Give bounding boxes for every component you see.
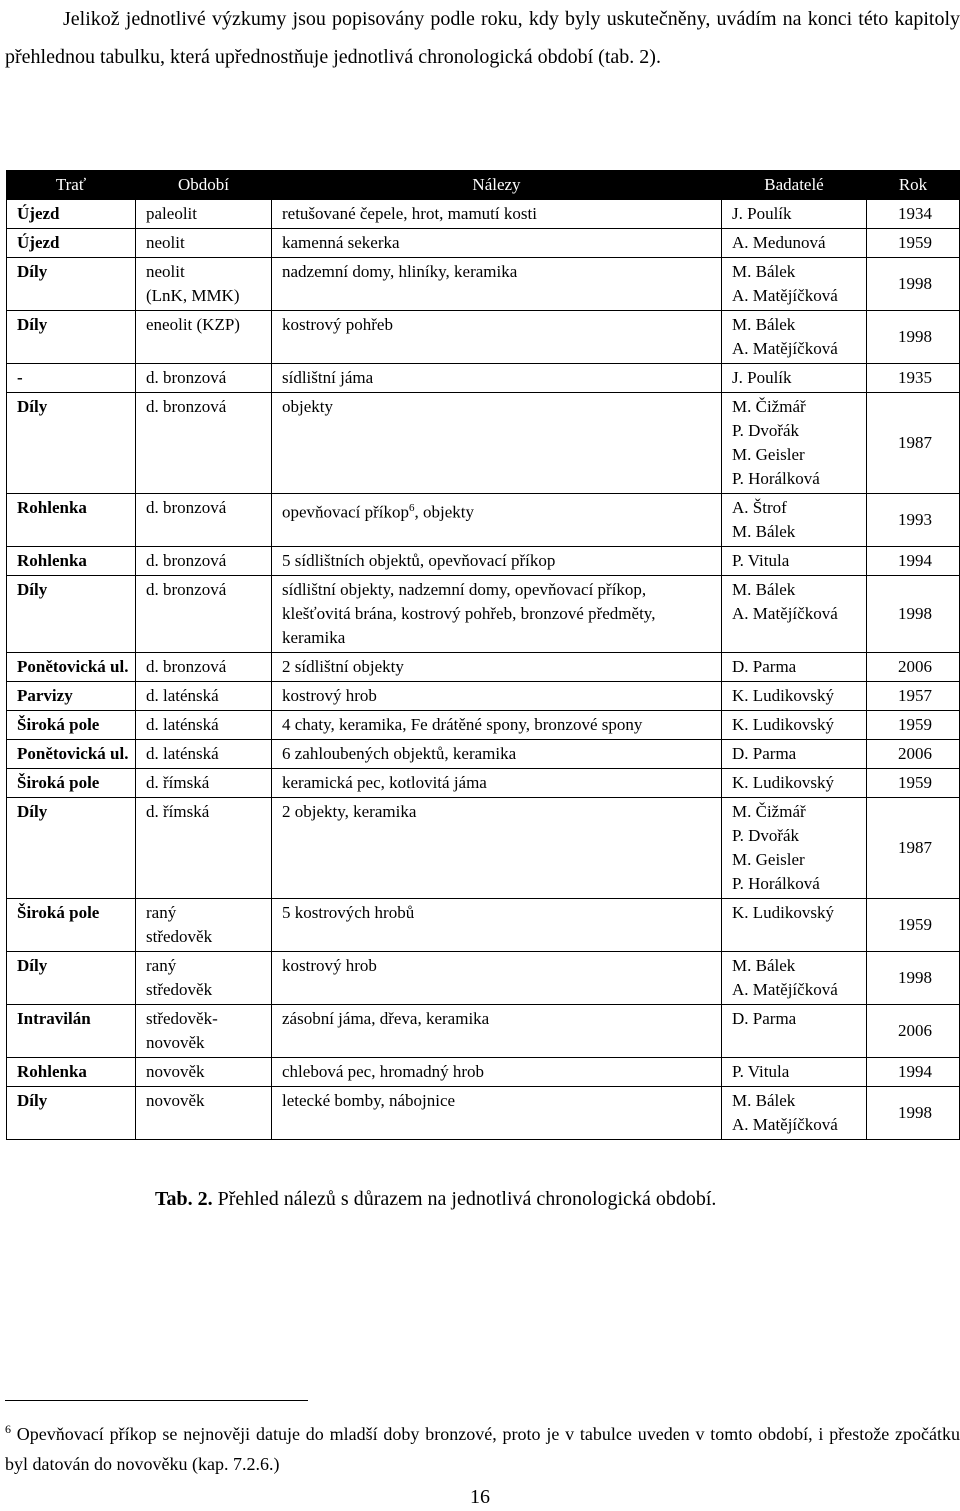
researchers-cell: [722, 494, 867, 547]
finds-cell: kostrový hrob: [272, 682, 722, 711]
site-cell: Díly: [7, 258, 136, 311]
period-cell: [136, 258, 272, 311]
period-line: d. římská: [146, 773, 210, 792]
researcher-name: J. Poulík: [732, 368, 792, 387]
period-cell: [136, 711, 272, 740]
table-row: [7, 393, 960, 494]
footnote-ref: 6: [409, 502, 415, 514]
intro-text: Jelikož jednotlivé výzkumy jsou popisovány podle roku, kdy byly uskutečněny, uvádím na konci této kapitoly přehlednou tabulku, která upřednostňuje jednotlivá chronologická období (tab. 2).: [5, 8, 960, 68]
year-cell: 1959: [867, 711, 960, 740]
intro-paragraph: [5, 0, 960, 76]
researchers-cell: [722, 798, 867, 899]
table-row: [7, 682, 960, 711]
period-cell: [136, 740, 272, 769]
table-row: [7, 547, 960, 576]
researchers-cell: [722, 576, 867, 653]
period-cell: [136, 576, 272, 653]
site-cell: Ponětovická ul.: [7, 653, 136, 682]
table-row: [7, 952, 960, 1005]
finds-cell: kostrový pohřeb: [272, 311, 722, 364]
table-row: [7, 494, 960, 547]
finds-text: , objekty: [414, 502, 474, 522]
finds-cell: retušované čepele, hrot, mamutí kosti: [272, 200, 722, 229]
table-row: [7, 740, 960, 769]
caption-text: Přehled nálezů s důrazem na jednotlivá chronologická období.: [212, 1188, 717, 1210]
year-cell: 1998: [867, 311, 960, 364]
finds-cell: objekty: [272, 393, 722, 494]
researchers-cell: [722, 200, 867, 229]
header-finds: Nálezy: [272, 171, 722, 200]
table-row: [7, 798, 960, 899]
researchers-cell: [722, 258, 867, 311]
period-line: d. bronzová: [146, 368, 227, 387]
site-cell: Rohlenka: [7, 547, 136, 576]
period-line: d. laténská: [146, 686, 219, 705]
table-row: [7, 1005, 960, 1058]
researcher-name: K. Ludikovský: [732, 773, 834, 792]
period-cell: [136, 682, 272, 711]
site-cell: Díly: [7, 393, 136, 494]
finds-cell: 5 kostrových hrobů: [272, 899, 722, 952]
researcher-name: D. Parma: [732, 657, 797, 676]
site-cell: Rohlenka: [7, 1058, 136, 1087]
researchers-cell: [722, 899, 867, 952]
finds-cell: zásobní jáma, dřeva, keramika: [272, 1005, 722, 1058]
researcher-name: D. Parma: [732, 744, 797, 763]
finds-cell: 2 objekty, keramika: [272, 798, 722, 899]
site-cell: Díly: [7, 952, 136, 1005]
year-cell: 1998: [867, 258, 960, 311]
researcher-name: P. Dvořák: [732, 826, 800, 845]
period-cell: [136, 899, 272, 952]
researchers-cell: [722, 547, 867, 576]
finds-cell: chlebová pec, hromadný hrob: [272, 1058, 722, 1087]
site-cell: Rohlenka: [7, 494, 136, 547]
header-year: Rok: [867, 171, 960, 200]
caption-label: Tab. 2.: [155, 1188, 213, 1210]
period-line: d. bronzová: [146, 580, 227, 599]
researchers-cell: [722, 740, 867, 769]
researcher-name: M. Čižmář: [732, 802, 806, 821]
table-row: [7, 1087, 960, 1140]
footnote: [5, 1414, 960, 1479]
period-cell: [136, 364, 272, 393]
period-line: eneolit (KZP): [146, 315, 240, 334]
researcher-name: P. Vitula: [732, 1062, 790, 1081]
researchers-cell: [722, 769, 867, 798]
table-row: [7, 653, 960, 682]
site-cell: Intravilán: [7, 1005, 136, 1058]
researcher-name: J. Poulík: [732, 204, 792, 223]
period-line: d. bronzová: [146, 551, 227, 570]
period-cell: [136, 952, 272, 1005]
site-cell: Díly: [7, 311, 136, 364]
period-line: (LnK, MMK): [146, 286, 240, 305]
site-cell: Újezd: [7, 200, 136, 229]
researchers-cell: [722, 711, 867, 740]
researcher-name: M. Geisler: [732, 850, 805, 869]
researcher-name: P. Horálková: [732, 874, 820, 893]
finds-cell: kostrový hrob: [272, 952, 722, 1005]
site-cell: Široká pole: [7, 769, 136, 798]
period-line: raný: [146, 903, 177, 922]
footnote-text: Opevňovací příkop se nejnověji datuje do mladší doby bronzové, proto je v tabulce uveden v tomto období, i přestože zpočátku byl datován do novověku (kap. 7.2.6.): [5, 1424, 960, 1474]
year-cell: 1987: [867, 798, 960, 899]
researcher-name: M. Čižmář: [732, 397, 806, 416]
finds-text: opevňovací příkop: [282, 502, 409, 522]
table-body: [7, 200, 960, 1140]
table-row: [7, 1058, 960, 1087]
year-cell: 1998: [867, 952, 960, 1005]
table-row: [7, 769, 960, 798]
period-cell: [136, 547, 272, 576]
year-cell: 1957: [867, 682, 960, 711]
researcher-name: M. Bálek: [732, 522, 796, 541]
site-cell: Díly: [7, 576, 136, 653]
finds-cell: 2 sídlištní objekty: [272, 653, 722, 682]
finds-cell: 6 zahloubených objektů, keramika: [272, 740, 722, 769]
finds-cell: letecké bomby, nábojnice: [272, 1087, 722, 1140]
period-cell: [136, 1005, 272, 1058]
period-cell: [136, 1058, 272, 1087]
site-cell: Parvizy: [7, 682, 136, 711]
period-line: novověk: [146, 1091, 205, 1110]
finds-cell: 5 sídlištních objektů, opevňovací příkop: [272, 547, 722, 576]
researcher-name: P. Vitula: [732, 551, 790, 570]
researcher-name: M. Bálek: [732, 956, 796, 975]
finds-cell: keramická pec, kotlovitá jáma: [272, 769, 722, 798]
period-cell: [136, 1087, 272, 1140]
researcher-name: A. Matějíčková: [732, 286, 838, 305]
period-cell: [136, 311, 272, 364]
table-header-row: [7, 171, 960, 200]
researcher-name: K. Ludikovský: [732, 903, 834, 922]
site-cell: Díly: [7, 1087, 136, 1140]
researcher-name: A. Matějíčková: [732, 1115, 838, 1134]
table-row: [7, 364, 960, 393]
finds-cell: sídlištní objekty, nadzemní domy, opevňovací příkop, klešťovitá brána, kostrový pohřeb, bronzové předměty, keramika: [272, 576, 722, 653]
year-cell: 1994: [867, 1058, 960, 1087]
header-period: Období: [136, 171, 272, 200]
year-cell: 1994: [867, 547, 960, 576]
researcher-name: K. Ludikovský: [732, 715, 834, 734]
table-caption: [155, 1188, 716, 1211]
period-cell: [136, 769, 272, 798]
period-cell: [136, 200, 272, 229]
site-cell: -: [7, 364, 136, 393]
finds-cell: sídlištní jáma: [272, 364, 722, 393]
finds-cell: 4 chaty, keramika, Fe drátěné spony, bronzové spony: [272, 711, 722, 740]
year-cell: 1935: [867, 364, 960, 393]
researchers-cell: [722, 653, 867, 682]
researcher-name: A. Medunová: [732, 233, 826, 252]
year-cell: 1998: [867, 576, 960, 653]
table-row: [7, 899, 960, 952]
finds-cell: kamenná sekerka: [272, 229, 722, 258]
researcher-name: M. Bálek: [732, 315, 796, 334]
site-cell: Újezd: [7, 229, 136, 258]
table-row: [7, 576, 960, 653]
researchers-cell: [722, 1058, 867, 1087]
researchers-cell: [722, 682, 867, 711]
researcher-name: K. Ludikovský: [732, 686, 834, 705]
period-line: d. laténská: [146, 715, 219, 734]
period-line: d. bronzová: [146, 498, 227, 517]
year-cell: 1998: [867, 1087, 960, 1140]
year-cell: 1959: [867, 229, 960, 258]
footnote-divider: [5, 1400, 308, 1401]
year-cell: 1993: [867, 494, 960, 547]
footnote-mark: 6: [5, 1422, 11, 1436]
researchers-cell: [722, 364, 867, 393]
researcher-name: M. Bálek: [732, 1091, 796, 1110]
period-cell: [136, 393, 272, 494]
table-row: [7, 229, 960, 258]
site-cell: Ponětovická ul.: [7, 740, 136, 769]
researchers-cell: [722, 952, 867, 1005]
period-line: raný: [146, 956, 177, 975]
period-line: d. laténská: [146, 744, 219, 763]
researcher-name: A. Štrof: [732, 498, 787, 517]
researcher-name: M. Geisler: [732, 445, 805, 464]
researcher-name: D. Parma: [732, 1009, 797, 1028]
year-cell: 2006: [867, 740, 960, 769]
table-row: [7, 258, 960, 311]
period-cell: [136, 229, 272, 258]
header-researchers: Badatelé: [722, 171, 867, 200]
researchers-cell: [722, 1087, 867, 1140]
finds-cell: nadzemní domy, hliníky, keramika: [272, 258, 722, 311]
year-cell: 1959: [867, 769, 960, 798]
period-cell: [136, 653, 272, 682]
year-cell: 2006: [867, 1005, 960, 1058]
researcher-name: M. Bálek: [732, 580, 796, 599]
table-row: [7, 711, 960, 740]
researcher-name: A. Matějíčková: [732, 604, 838, 623]
table-row: [7, 311, 960, 364]
period-cell: [136, 494, 272, 547]
year-cell: 1987: [867, 393, 960, 494]
researchers-cell: [722, 1005, 867, 1058]
period-line: středověk: [146, 927, 213, 946]
year-cell: 1959: [867, 899, 960, 952]
period-line: d. bronzová: [146, 397, 227, 416]
header-site: Trať: [7, 171, 136, 200]
finds-cell: [272, 494, 722, 547]
researcher-name: A. Matějíčková: [732, 980, 838, 999]
site-cell: Široká pole: [7, 711, 136, 740]
period-line: novověk: [146, 1033, 205, 1052]
site-cell: Díly: [7, 798, 136, 899]
researchers-cell: [722, 229, 867, 258]
finds-table: [6, 170, 960, 1140]
year-cell: 1934: [867, 200, 960, 229]
period-line: středověk-: [146, 1009, 218, 1028]
researchers-cell: [722, 393, 867, 494]
researchers-cell: [722, 311, 867, 364]
period-line: d. bronzová: [146, 657, 227, 676]
page-number: 16: [470, 1486, 490, 1508]
table-row: [7, 200, 960, 229]
period-line: neolit: [146, 233, 185, 252]
period-line: neolit: [146, 262, 185, 281]
period-cell: [136, 798, 272, 899]
researcher-name: P. Horálková: [732, 469, 820, 488]
period-line: středověk: [146, 980, 213, 999]
year-cell: 2006: [867, 653, 960, 682]
period-line: paleolit: [146, 204, 197, 223]
researcher-name: P. Dvořák: [732, 421, 800, 440]
period-line: novověk: [146, 1062, 205, 1081]
site-cell: Široká pole: [7, 899, 136, 952]
researcher-name: M. Bálek: [732, 262, 796, 281]
researcher-name: A. Matějíčková: [732, 339, 838, 358]
period-line: d. římská: [146, 802, 210, 821]
